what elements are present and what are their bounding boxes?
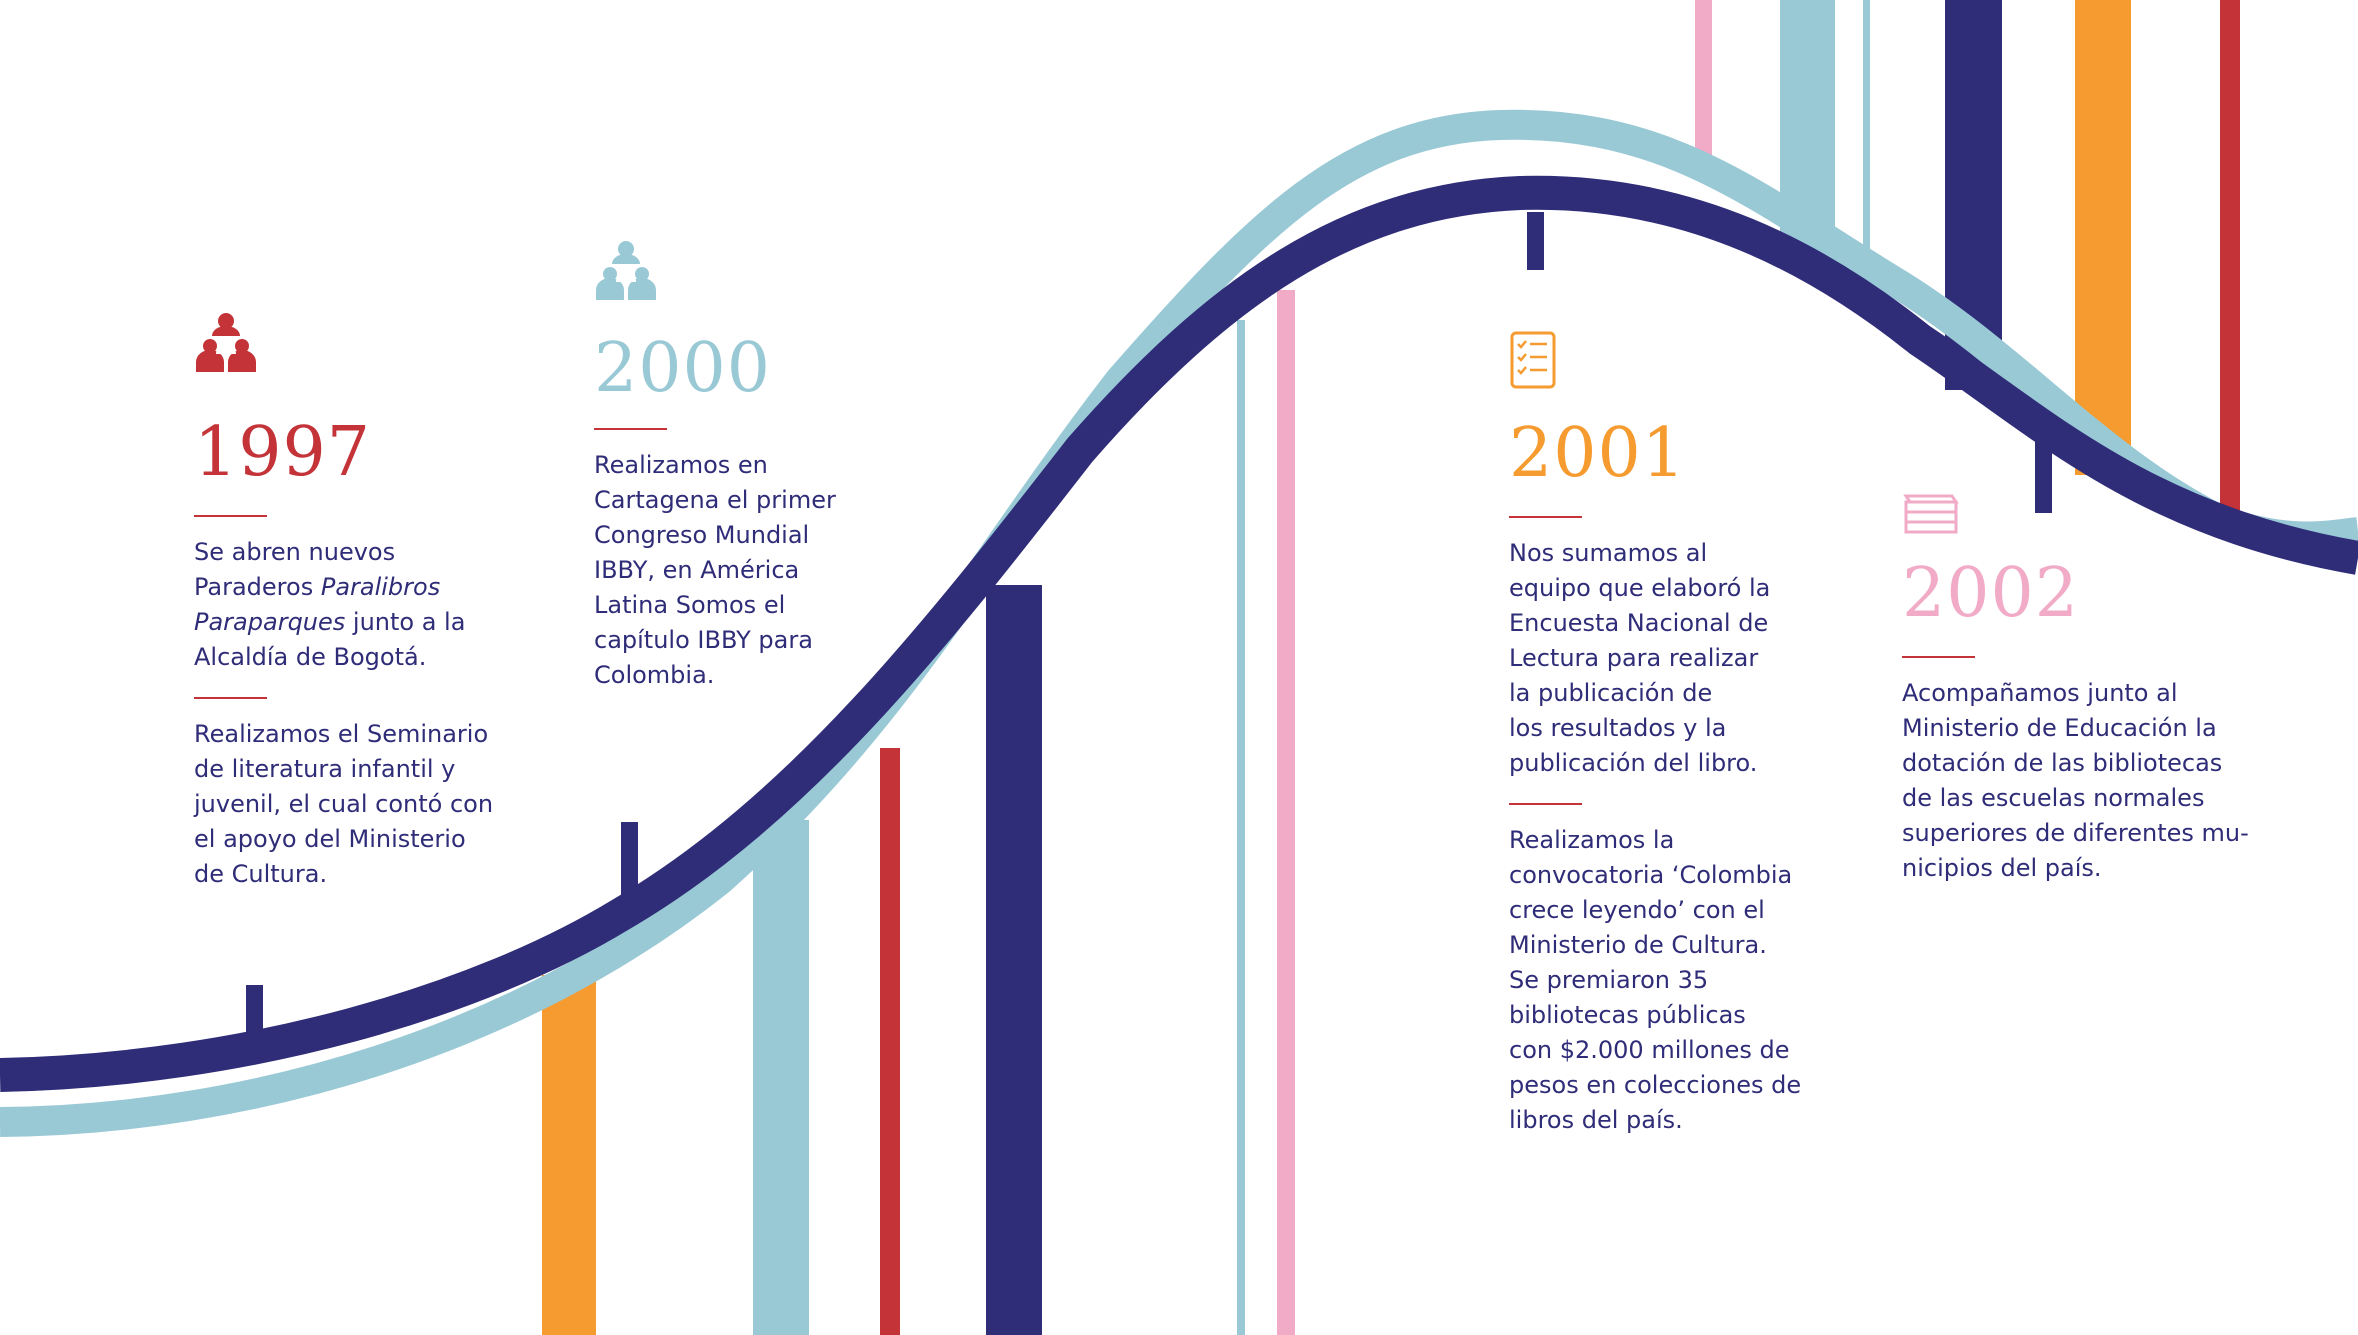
books-stack-icon [1902, 490, 2262, 560]
bar-red-1 [880, 748, 900, 1335]
year-2000: 2000 [594, 329, 772, 408]
people-group-icon [594, 240, 894, 310]
year-1997: 1997 [194, 413, 372, 492]
entry-1997-paragraph-1 [194, 535, 514, 675]
entry-1997-paragraph-2: Realizamos el Seminario de literatura infantil y juvenil, el cual contó con el apoyo del Ministerio de Cultura. [194, 720, 494, 888]
entry-2001-paragraph-2: Realizamos la convocatoria ‘Colombia crece leyendo’ con el Ministerio de Cultura. Se premiaron 35 bibliotecas públicas con $2.000 millones de pesos en colecciones de libros del país. [1509, 826, 1802, 1134]
bar-orange-1 [542, 975, 596, 1335]
divider [594, 428, 667, 430]
divider [1902, 656, 1975, 658]
divider [194, 515, 267, 517]
year-2001: 2001 [1509, 414, 1687, 493]
timeline-entry-1997 [194, 312, 514, 892]
entry-2002-paragraph-1: Acompañamos junto al Ministerio de Educación la dotación de las bibliotecas de las escuelas normales superiores de diferentes mu- nicipios del país. [1902, 679, 2249, 882]
timeline-entry-2002 [1902, 490, 2262, 886]
divider [1509, 803, 1582, 805]
year-2002: 2002 [1902, 554, 2080, 633]
tick-2 [621, 822, 638, 902]
bar-lightblue-thin-1 [1237, 320, 1245, 1335]
text-segment: junto a la Alcaldía de Bogotá. [194, 608, 466, 671]
bar-lightblue-1 [753, 820, 809, 1335]
text-segment: Se abren nuevos [194, 538, 396, 566]
timeline-entry-2000 [594, 240, 894, 693]
tick-1 [246, 985, 263, 1035]
italic-paraparques: Paraparques [194, 608, 346, 636]
italic-paralibros: Paralibros [320, 573, 441, 601]
bar-lightblue-thin-top [1863, 0, 1870, 275]
people-group-icon [194, 312, 514, 382]
entry-2000-paragraph-1: Realizamos en Cartagena el primer Congreso Mundial IBBY, en América Latina Somos el capítulo IBBY para Colombia. [594, 451, 836, 689]
entry-2001-paragraph-1: Nos sumamos al equipo que elaboró la Encuesta Nacional de Lectura para realizar la publicación de los resultados y la publicación del libro. [1509, 539, 1771, 777]
checklist-icon [1509, 330, 1809, 400]
divider [194, 697, 267, 699]
text-segment: Paraderos [194, 573, 321, 601]
timeline-entry-2001 [1509, 330, 1809, 1138]
bar-red-top [2220, 0, 2240, 520]
tick-3 [1527, 212, 1544, 270]
bar-pink-1 [1277, 290, 1295, 1335]
divider [1509, 516, 1582, 518]
bar-orange-top [2075, 0, 2131, 475]
bar-navy-1 [986, 585, 1042, 1335]
